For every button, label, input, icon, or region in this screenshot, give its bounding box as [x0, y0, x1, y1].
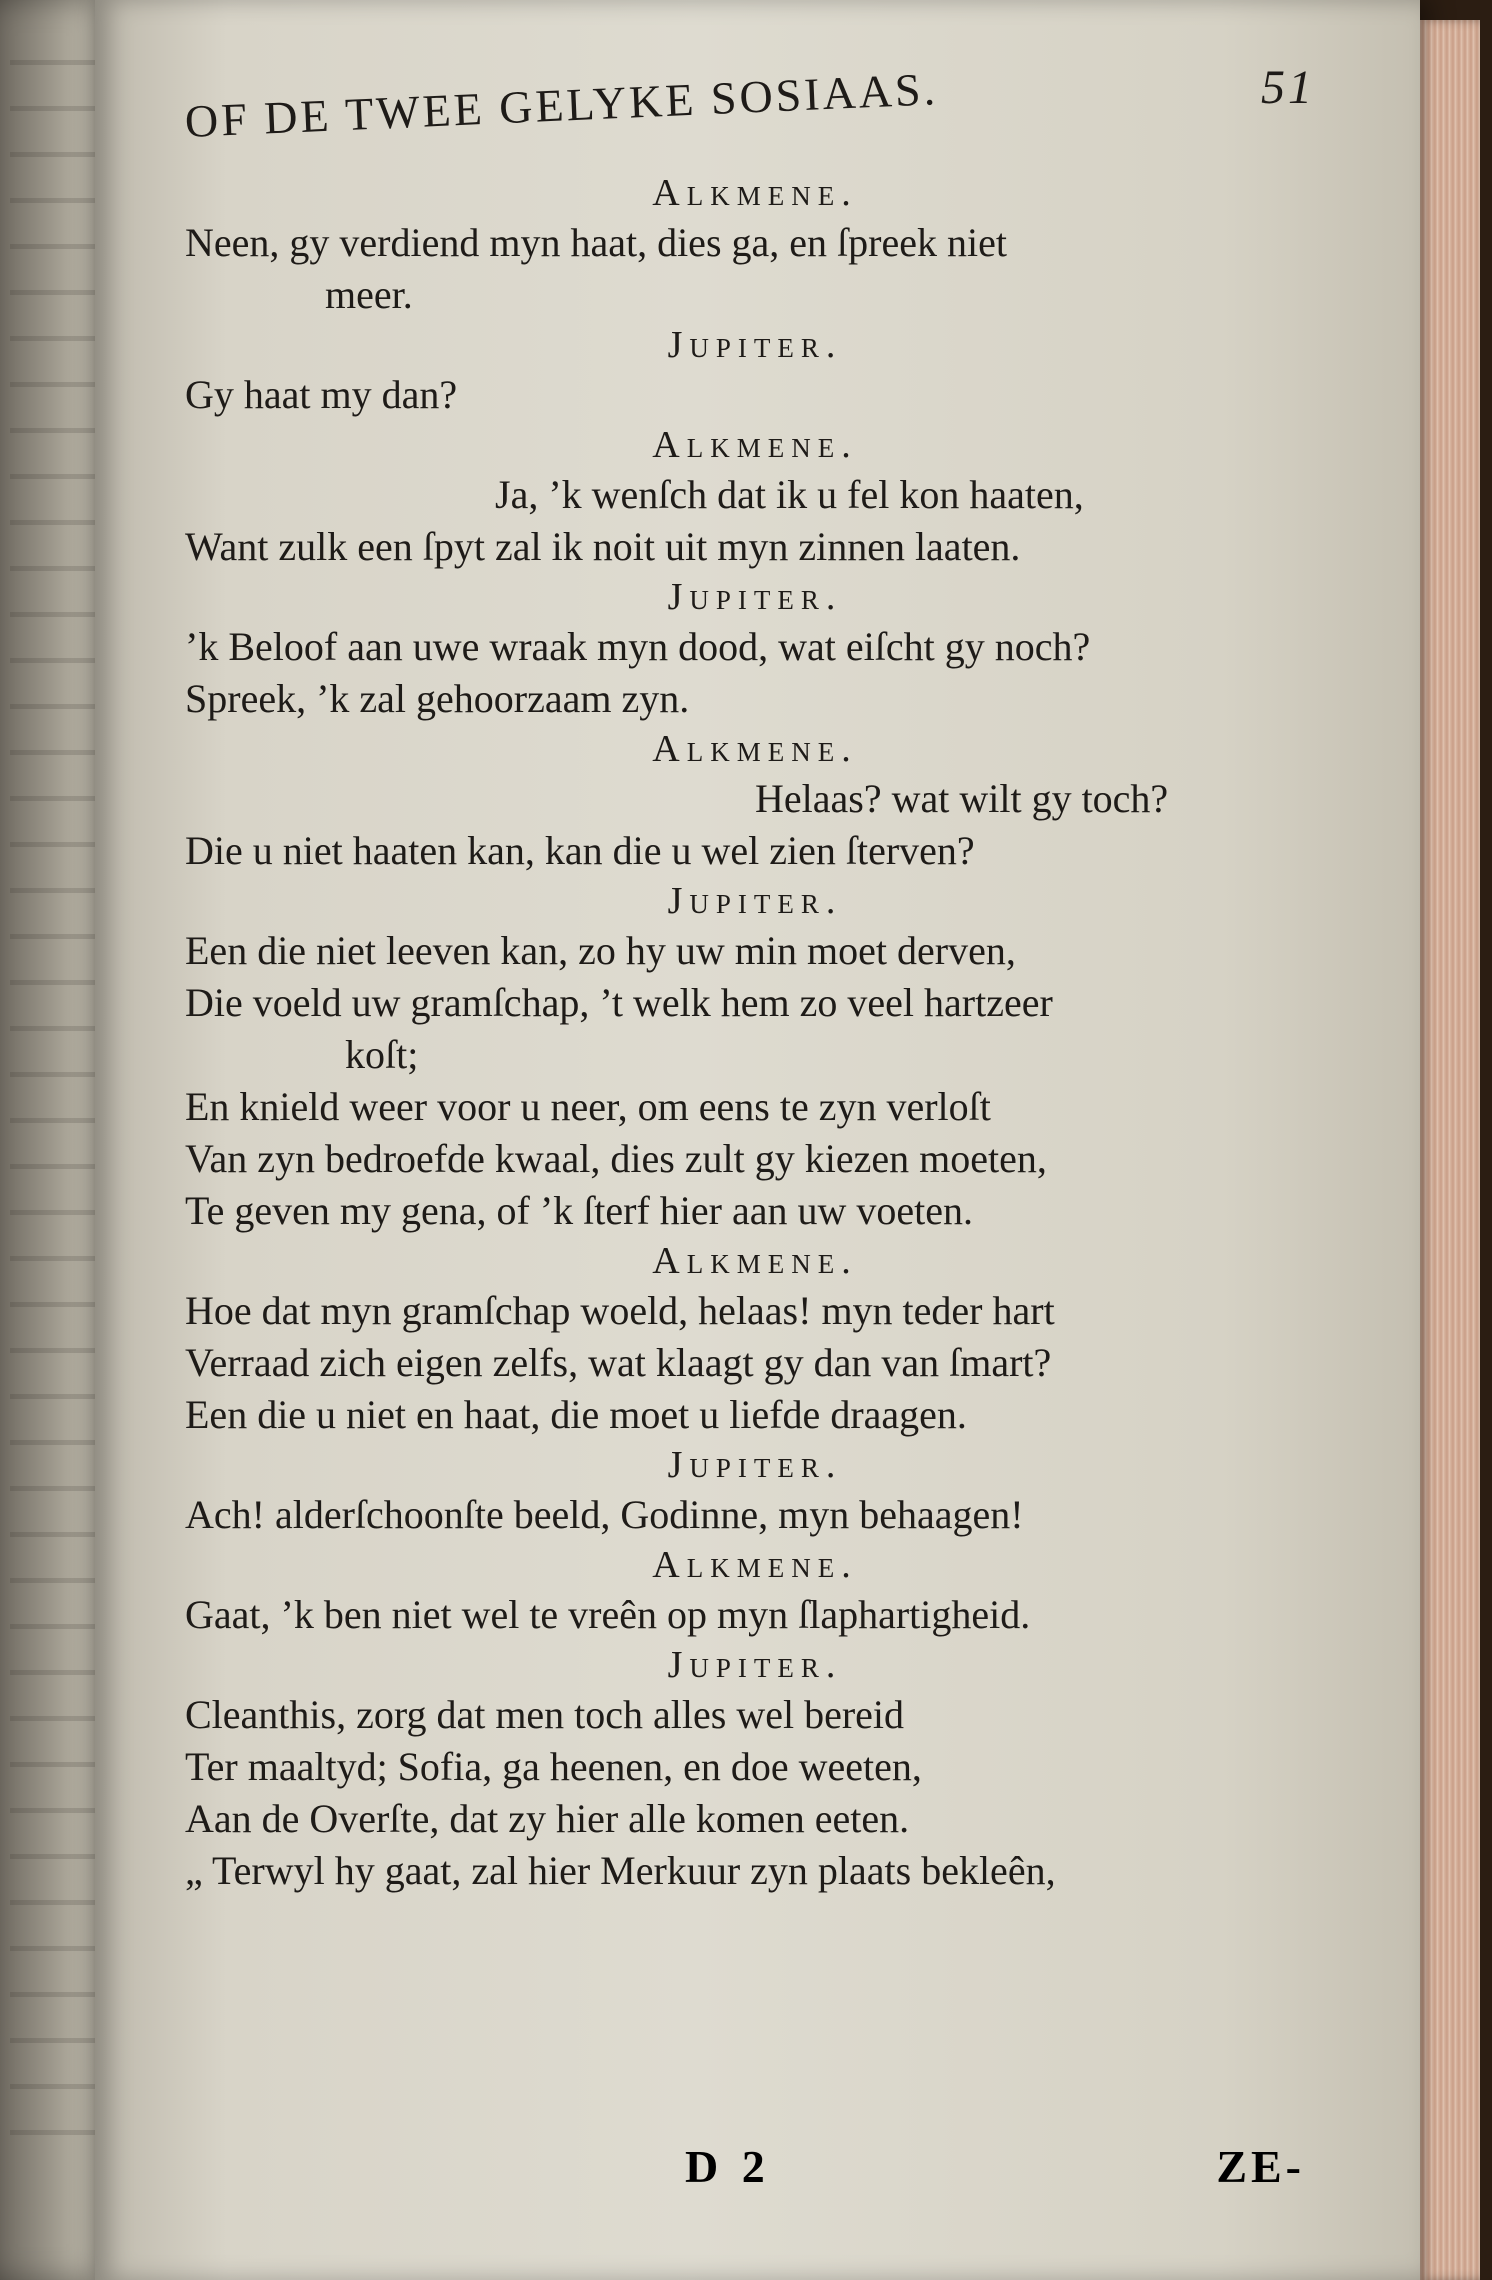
page-number: 51: [1261, 61, 1315, 114]
verse-line: Een die niet leeven kan, zo hy uw min moet derven,: [185, 928, 1016, 973]
verse-line: ’k Beloof aan uwe wraak myn dood, wat eiſcht gy noch?: [185, 624, 1091, 669]
verse-line: Cleanthis, zorg dat men toch alles wel bereid: [185, 1692, 905, 1737]
verse-line: Hoe dat myn gramſchap woeld, helaas! myn teder hart: [185, 1288, 1055, 1333]
running-title: OF DE TWEE GELYKE SOSIAAS.: [183, 63, 939, 147]
verse-line: En knield weer voor u neer, om eens te zyn verloſt: [185, 1084, 991, 1129]
verse-line: Verraad zich eigen zelfs, wat klaagt gy dan van ſmart?: [185, 1340, 1052, 1385]
running-head: [185, 55, 1325, 175]
speaker-heading: Alkmene.: [652, 172, 858, 214]
speaker-heading: Alkmene.: [652, 728, 858, 770]
speaker-heading: Alkmene.: [652, 1544, 858, 1586]
play-text: [185, 169, 1325, 1897]
verse-line: Gaat, ’k ben niet wel te vreên op myn ſlaphartigheid.: [185, 1592, 1031, 1637]
verse-line: meer.: [325, 272, 413, 317]
verse-line: Helaas? wat wilt gy toch?: [755, 776, 1169, 821]
speaker-heading: Jupiter.: [667, 324, 843, 366]
verse-line: Ter maaltyd; Sofia, ga heenen, en doe weeten,: [185, 1744, 922, 1789]
verse-line: Ach! alderſchoonſte beeld, Godinne, myn behaagen!: [185, 1492, 1024, 1537]
verse-line: Aan de Overſte, dat zy hier alle komen eeten.: [185, 1796, 910, 1841]
page-block-edge: [1420, 20, 1480, 2280]
verse-line: Een die u niet en haat, die moet u liefde draagen.: [185, 1392, 967, 1437]
verse-line: Van zyn bedroefde kwaal, dies zult gy kiezen moeten,: [185, 1136, 1047, 1181]
speaker-heading: Alkmene.: [652, 1240, 858, 1282]
verse-line: Spreek, ’k zal gehoorzaam zyn.: [185, 676, 690, 721]
verse-line: koſt;: [345, 1032, 419, 1077]
page-text: [185, 55, 1325, 1897]
verse-line: Want zulk een ſpyt zal ik noit uit myn zinnen laaten.: [185, 524, 1021, 569]
speaker-heading: Jupiter.: [667, 880, 843, 922]
verse-line: Ja, ’k wenſch dat ik u fel kon haaten,: [495, 472, 1084, 517]
speaker-heading: Jupiter.: [667, 1644, 843, 1686]
signature-mark: D 2: [685, 2141, 771, 2192]
speaker-heading: Alkmene.: [652, 424, 858, 466]
verse-line: Die u niet haaten kan, kan die u wel zien ſterven?: [185, 828, 975, 873]
verse-line: Die voeld uw gramſchap, ’t welk hem zo veel hartzeer: [185, 980, 1053, 1025]
verse-line: „ Terwyl hy gaat, zal hier Merkuur zyn plaats bekleên,: [185, 1848, 1056, 1893]
facing-page-text-fragments: [10, 60, 100, 2160]
speaker-heading: Jupiter.: [667, 576, 843, 618]
verse-line: Te geven my gena, of ’k ſterf hier aan uw voeten.: [185, 1188, 973, 1233]
catchword: ZE-: [1216, 2141, 1305, 2192]
verse-line: Gy haat my dan?: [185, 372, 458, 417]
speaker-heading: Jupiter.: [667, 1444, 843, 1486]
verse-line: Neen, gy verdiend myn haat, dies ga, en ſpreek niet: [185, 220, 1007, 265]
